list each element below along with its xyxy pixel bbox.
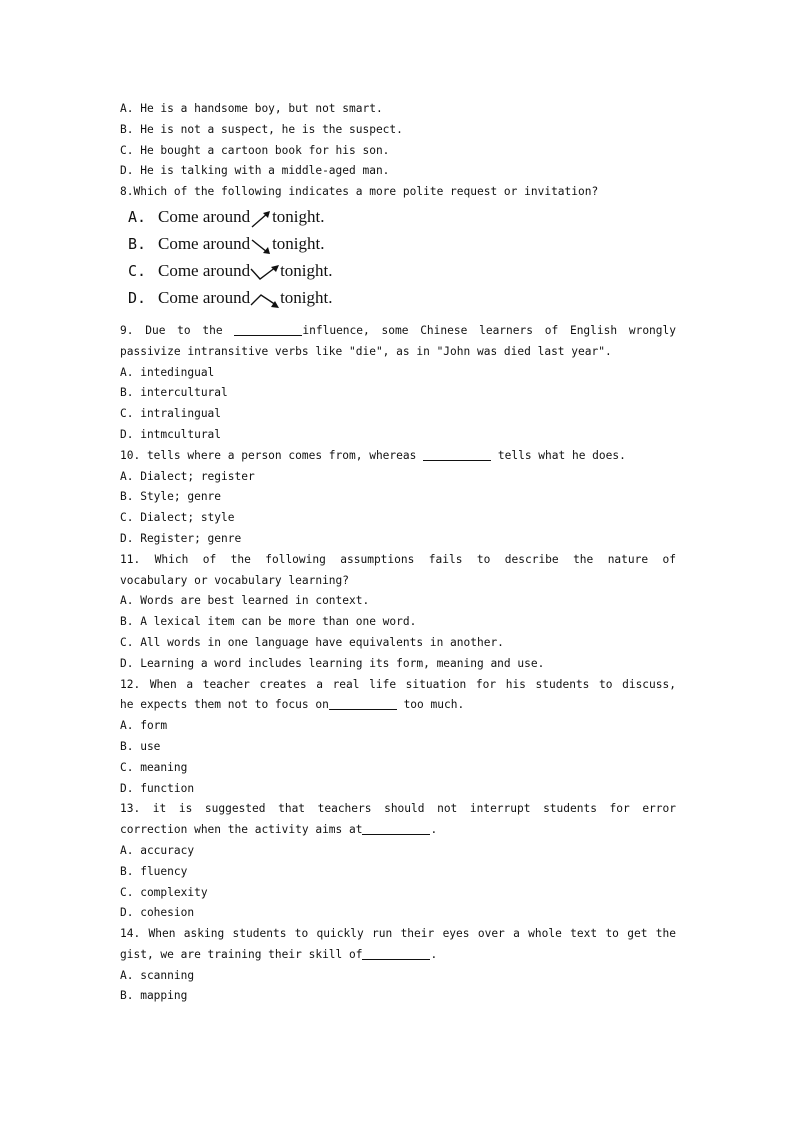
q10-stem xyxy=(120,446,676,467)
q9-option-a: A. intedingual xyxy=(120,365,215,379)
rise-fall-intonation-icon xyxy=(250,290,280,310)
q9-stem-line2: passivize intransitive verbs like "die", as in "John was died last year". xyxy=(120,344,612,358)
q9-option-d: D. intmcultural xyxy=(120,427,222,441)
q13-option-d: D. cohesion xyxy=(120,906,195,920)
q9-stem-text: 9. Due to the xyxy=(120,323,223,337)
q8-option-letter: B. xyxy=(128,234,147,253)
q8-option-letter: D. xyxy=(128,288,147,307)
q9-option-c: C. intralingual xyxy=(120,407,222,421)
q13-stem-line1: 13. it is suggested that teachers should not interrupt students for error xyxy=(120,802,676,816)
q7-option-c: C. He bought a cartoon book for his son. xyxy=(120,143,390,157)
q8-option-phrase: Come around xyxy=(158,287,251,307)
q8-option-word: tonight. xyxy=(280,260,333,280)
answer-blank xyxy=(362,822,430,835)
q8-option-c xyxy=(120,257,676,284)
answer-blank xyxy=(423,448,491,461)
q8-option-letter: A. xyxy=(128,207,147,226)
q11-option-d: D. Learning a word includes learning its form, meaning and use. xyxy=(120,656,545,670)
q7-option-a: A. He is a handsome boy, but not smart. xyxy=(120,102,383,115)
q11-option-c: C. All words in one language have equivalents in another. xyxy=(120,635,504,649)
q14-option-a: A. scanning xyxy=(120,968,195,982)
q12-stem-line2 xyxy=(120,695,676,716)
q13-option-b: B. fluency xyxy=(120,864,188,878)
q10-option-d: D. Register; genre xyxy=(120,531,242,545)
q11-option-a: A. Words are best learned in context. xyxy=(120,594,370,608)
q10-stem-text: 10. tells where a person comes from, whereas xyxy=(120,448,417,462)
q8-option-word: tonight. xyxy=(280,287,333,307)
q13-stem-line2 xyxy=(120,820,676,841)
q8-option-word: tonight. xyxy=(272,206,325,226)
rising-intonation-icon xyxy=(250,209,272,229)
q8-option-a xyxy=(120,203,676,230)
q11-stem-line1: 11. Which of the following assumptions fails to describe the nature of xyxy=(120,552,676,566)
q8-option-phrase: Come around xyxy=(158,233,251,253)
answer-blank xyxy=(234,323,302,336)
q12-option-a: A. form xyxy=(120,719,168,733)
q12-stem-text: too much. xyxy=(403,698,465,712)
falling-intonation-icon xyxy=(250,236,272,256)
q14-stem-text: gist, we are training their skill of xyxy=(120,947,363,961)
answer-blank xyxy=(329,697,397,710)
q8-option-phrase: Come around xyxy=(158,260,251,280)
q11-stem-line2: vocabulary or vocabulary learning? xyxy=(120,573,350,587)
q13-option-c: C. complexity xyxy=(120,885,208,899)
q14-stem-line2 xyxy=(120,945,676,966)
q7-option-b: B. He is not a suspect, he is the suspect. xyxy=(120,122,403,136)
q8-stem: 8.Which of the following indicates a more polite request or invitation? xyxy=(120,185,599,199)
q8-option-letter: C. xyxy=(128,261,147,280)
q12-option-d: D. function xyxy=(120,781,195,795)
q12-option-c: C. meaning xyxy=(120,760,188,774)
q8-option-b xyxy=(120,230,676,257)
q12-stem-text: he expects them not to focus on xyxy=(120,698,329,712)
q13-stem-text: correction when the activity aims at xyxy=(120,823,363,837)
q9-stem-line1 xyxy=(120,321,676,342)
fall-rise-intonation-icon xyxy=(250,263,280,283)
q14-option-b: B. mapping xyxy=(120,989,188,1003)
q14-stem-text: . xyxy=(430,947,438,961)
q12-option-b: B. use xyxy=(120,739,161,753)
answer-blank xyxy=(362,947,430,960)
q9-stem-text: influence, some Chinese learners of English wrongly xyxy=(302,323,677,337)
q13-stem-text: . xyxy=(430,823,438,837)
q12-stem-line1: 12. When a teacher creates a real life situation for his students to discuss, xyxy=(120,677,676,691)
q7-option-d: D. He is talking with a middle-aged man. xyxy=(120,164,390,178)
q8-option-phrase: Come around xyxy=(158,206,251,226)
q10-option-b: B. Style; genre xyxy=(120,490,222,504)
q8-option-d xyxy=(120,284,676,311)
exam-page xyxy=(120,99,676,1007)
q9-option-b: B. intercultural xyxy=(120,386,228,400)
q8-option-word: tonight. xyxy=(272,233,325,253)
q14-stem-line1: 14. When asking students to quickly run their eyes over a whole text to get the xyxy=(120,927,676,941)
q10-stem-text: tells what he does. xyxy=(497,448,626,462)
q10-option-c: C. Dialect; style xyxy=(120,511,235,525)
q10-option-a: A. Dialect; register xyxy=(120,469,255,483)
q11-option-b: B. A lexical item can be more than one word. xyxy=(120,615,417,629)
q13-option-a: A. accuracy xyxy=(120,843,195,857)
